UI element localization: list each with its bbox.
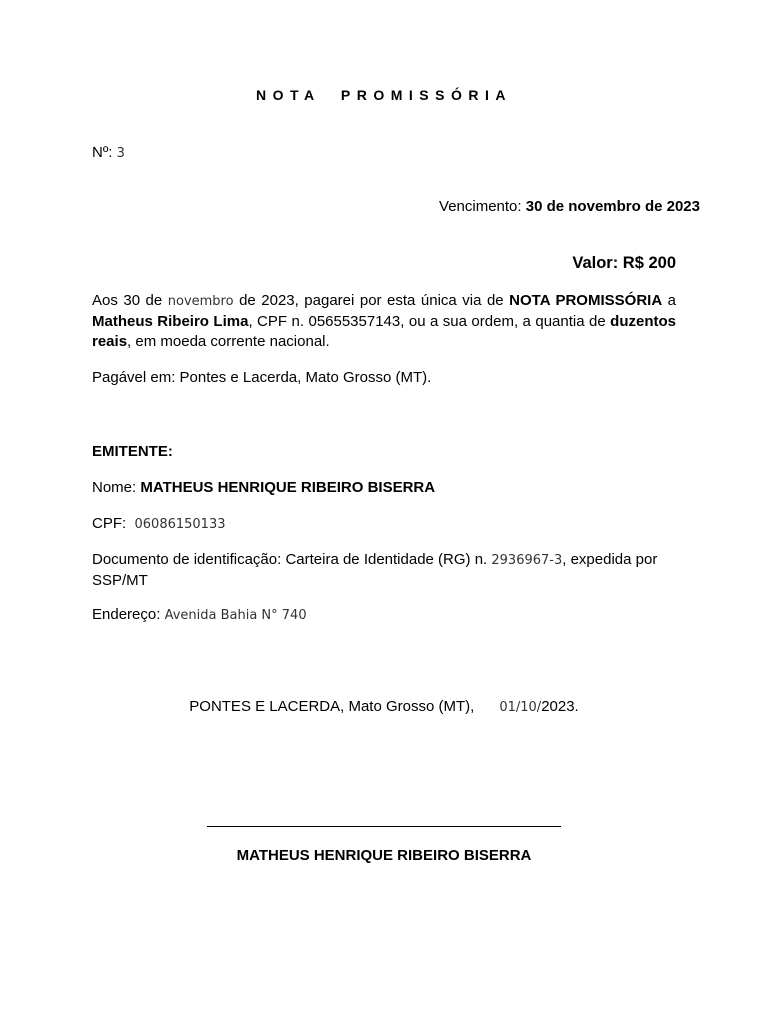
body-text-4: , CPF n. 05655357143, ou a sua ordem, a quantia de [248, 313, 611, 330]
body-bold-creditor: Matheus Ribeiro Lima [92, 313, 249, 330]
note-body-paragraph [92, 291, 676, 352]
body-text-5: , em moeda corrente nacional. [127, 333, 330, 350]
place-and-date [0, 698, 768, 715]
document-title: NOTA PROMISSÓRIA [256, 87, 512, 103]
signature-name: MATHEUS HENRIQUE RIBEIRO BISERRA [236, 847, 532, 864]
issuer-name-label: Nome: [92, 479, 137, 496]
body-bold-amount: duzentos reais [92, 313, 677, 350]
issuer-id-label: Documento de identificação: Carteira de Identidade (RG) n. [92, 551, 488, 568]
issuer-name-value: MATHEUS HENRIQUE RIBEIRO BISERRA [140, 479, 436, 496]
body-bold-note-title: NOTA PROMISSÓRIA [509, 292, 663, 309]
issuer-address-value: Avenida Bahia N° 740 [164, 608, 307, 623]
date-year: 2023. [541, 698, 579, 715]
issuer-address [92, 605, 676, 626]
note-number-value: 3 [116, 146, 125, 161]
issuer-id-document [92, 550, 676, 591]
issuer-heading: EMITENTE: [92, 443, 173, 460]
issuer-id-number: 2936967-3 [491, 553, 563, 568]
note-number-label: Nº: [92, 144, 113, 161]
issuer-cpf-label: CPF: [92, 515, 127, 532]
due-date-value: 30 de novembro de 2023 [525, 198, 700, 215]
payable-at: Pagável em: Pontes e Lacerda, Mato Grosso (MT). [92, 369, 432, 386]
issuer-cpf-value: 06086150133 [134, 517, 226, 532]
signature-line [207, 826, 561, 827]
body-text-2: de 2023, pagarei por esta única via de [233, 292, 510, 309]
due-date-label: Vencimento: [439, 198, 522, 215]
body-month: novembro [167, 294, 234, 309]
due-date [439, 198, 700, 215]
issuer-id-suffix: , expedida por SSP/MT [92, 551, 658, 589]
issuer-name [92, 478, 676, 498]
body-text-1: Aos 30 de [92, 292, 168, 309]
issuer-address-label: Endereço: [92, 606, 161, 623]
place-text: PONTES E LACERDA, Mato Grosso (MT), [189, 698, 475, 715]
date-day-month: 01/10/ [499, 700, 542, 715]
issuer-cpf [92, 514, 676, 535]
body-text-3: a [662, 292, 677, 309]
note-number [92, 144, 125, 161]
note-value: Valor: R$ 200 [572, 254, 676, 272]
